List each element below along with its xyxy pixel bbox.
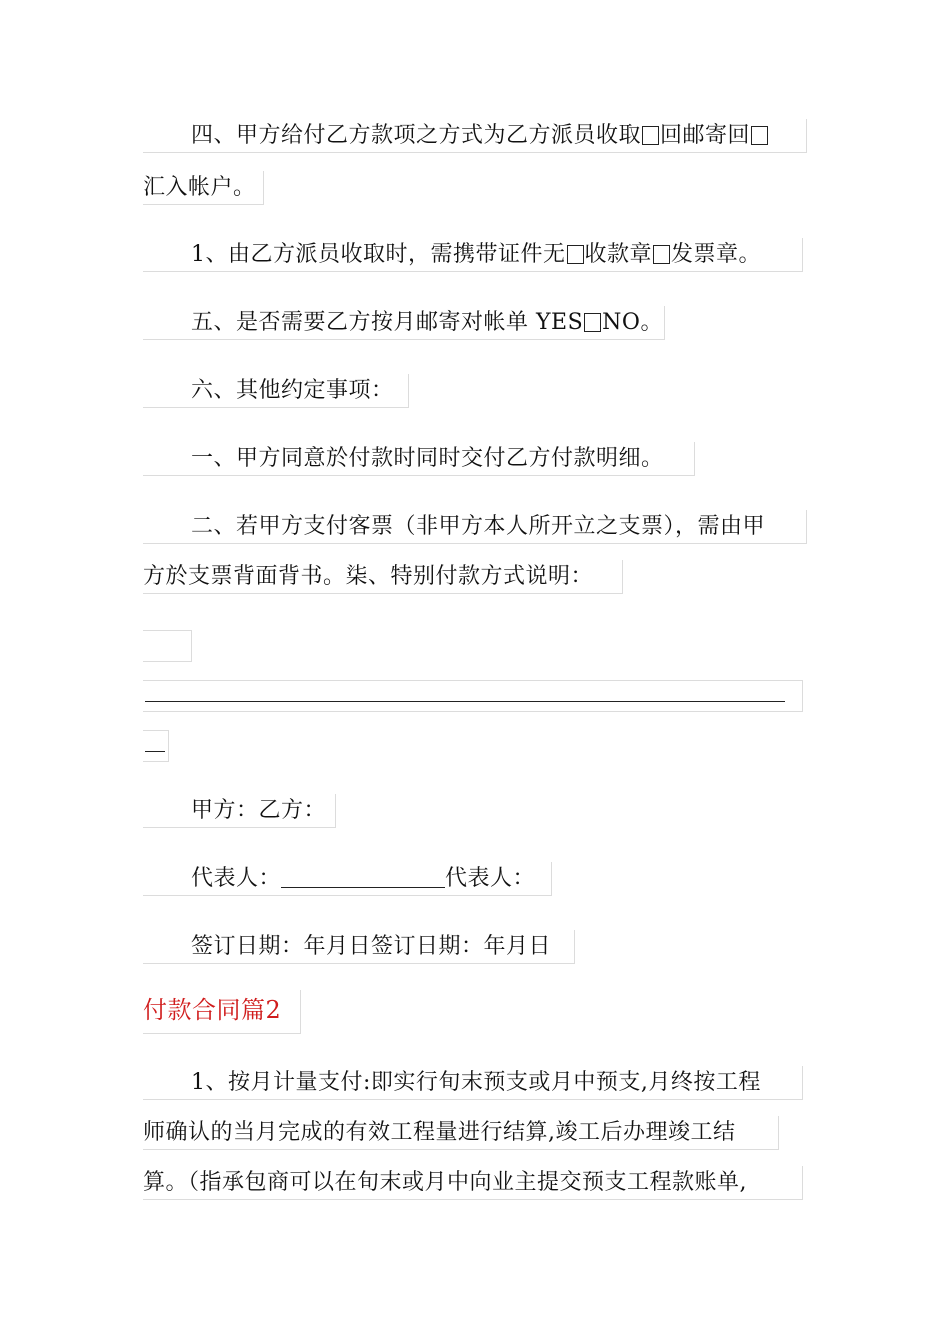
- clause-4-text-3: 汇入帐户。: [143, 175, 256, 200]
- checkbox-icon: [653, 245, 670, 264]
- checkbox-icon: [751, 126, 768, 145]
- section-2-title: [143, 990, 301, 1034]
- parties-line: [143, 794, 336, 828]
- blank-line-box: [143, 730, 169, 762]
- blank-underline: [145, 701, 785, 702]
- clause-6-text: 六、其他约定事项：: [191, 378, 394, 403]
- clause-5-text-2: NO。: [602, 310, 663, 335]
- signature-underline: [281, 867, 445, 888]
- item-1-text-1: 1、由乙方派员收取时，需携带证件无: [191, 242, 566, 267]
- representative-line: [143, 862, 552, 896]
- section-2-item-1-text-1: 1、按月计量支付:即实行旬末预支或月中预支,月终按工程: [191, 1070, 761, 1095]
- clause-5-text-1: 五、是否需要乙方按月邮寄对帐单 YES: [191, 310, 584, 335]
- section-2-title-text: 付款合同篇2: [143, 996, 282, 1024]
- clause-5-line: [143, 306, 665, 340]
- representative-a-label: 代表人：: [191, 866, 282, 891]
- note-2-line-2: [143, 560, 623, 594]
- blank-line-box: [143, 630, 192, 662]
- blank-line-box: [143, 680, 803, 712]
- date-line: [143, 930, 575, 964]
- section-2-item-1-text-2: 师确认的当月完成的有效工程量进行结算,竣工后办理竣工结: [143, 1120, 736, 1145]
- representative-b-label: 代表人：: [445, 866, 536, 891]
- checkbox-icon: [584, 313, 601, 332]
- parties-text: 甲方：乙方：: [191, 798, 327, 823]
- section-2-item-1-line-3: [143, 1166, 803, 1200]
- clause-4-text-1: 四、甲方给付乙方款项之方式为乙方派员收取: [191, 123, 642, 148]
- note-1-line: [143, 442, 695, 476]
- note-2-line-1: [143, 510, 807, 544]
- clause-4-text-2: 回邮寄回: [660, 123, 751, 148]
- item-1-line: [143, 238, 803, 272]
- note-1-text: 一、甲方同意於付款时同时交付乙方付款明细。: [191, 446, 664, 471]
- blank-underline: [145, 751, 165, 752]
- checkbox-icon: [567, 245, 584, 264]
- clause-6-line: [143, 374, 409, 408]
- clause-4-line-2: [143, 171, 264, 205]
- section-2-item-1-line-2: [143, 1116, 779, 1150]
- item-1-text-2: 收款章: [584, 242, 653, 267]
- note-2-text-2: 方於支票背面背书。柒、特别付款方式说明：: [143, 564, 594, 589]
- section-2-item-1-line-1: [143, 1066, 803, 1100]
- section-2-item-1-text-3: 算。（指承包商可以在旬末或月中向业主提交预支工程款账单,: [143, 1170, 747, 1195]
- note-2-text-1: 二、若甲方支付客票（非甲方本人所开立之支票），需由甲: [191, 514, 766, 539]
- item-1-text-3: 发票章。: [671, 242, 762, 267]
- clause-4-line-1: [143, 119, 807, 153]
- date-text: 签订日期：年月日签订日期：年月日: [191, 934, 552, 959]
- checkbox-icon: [642, 126, 659, 145]
